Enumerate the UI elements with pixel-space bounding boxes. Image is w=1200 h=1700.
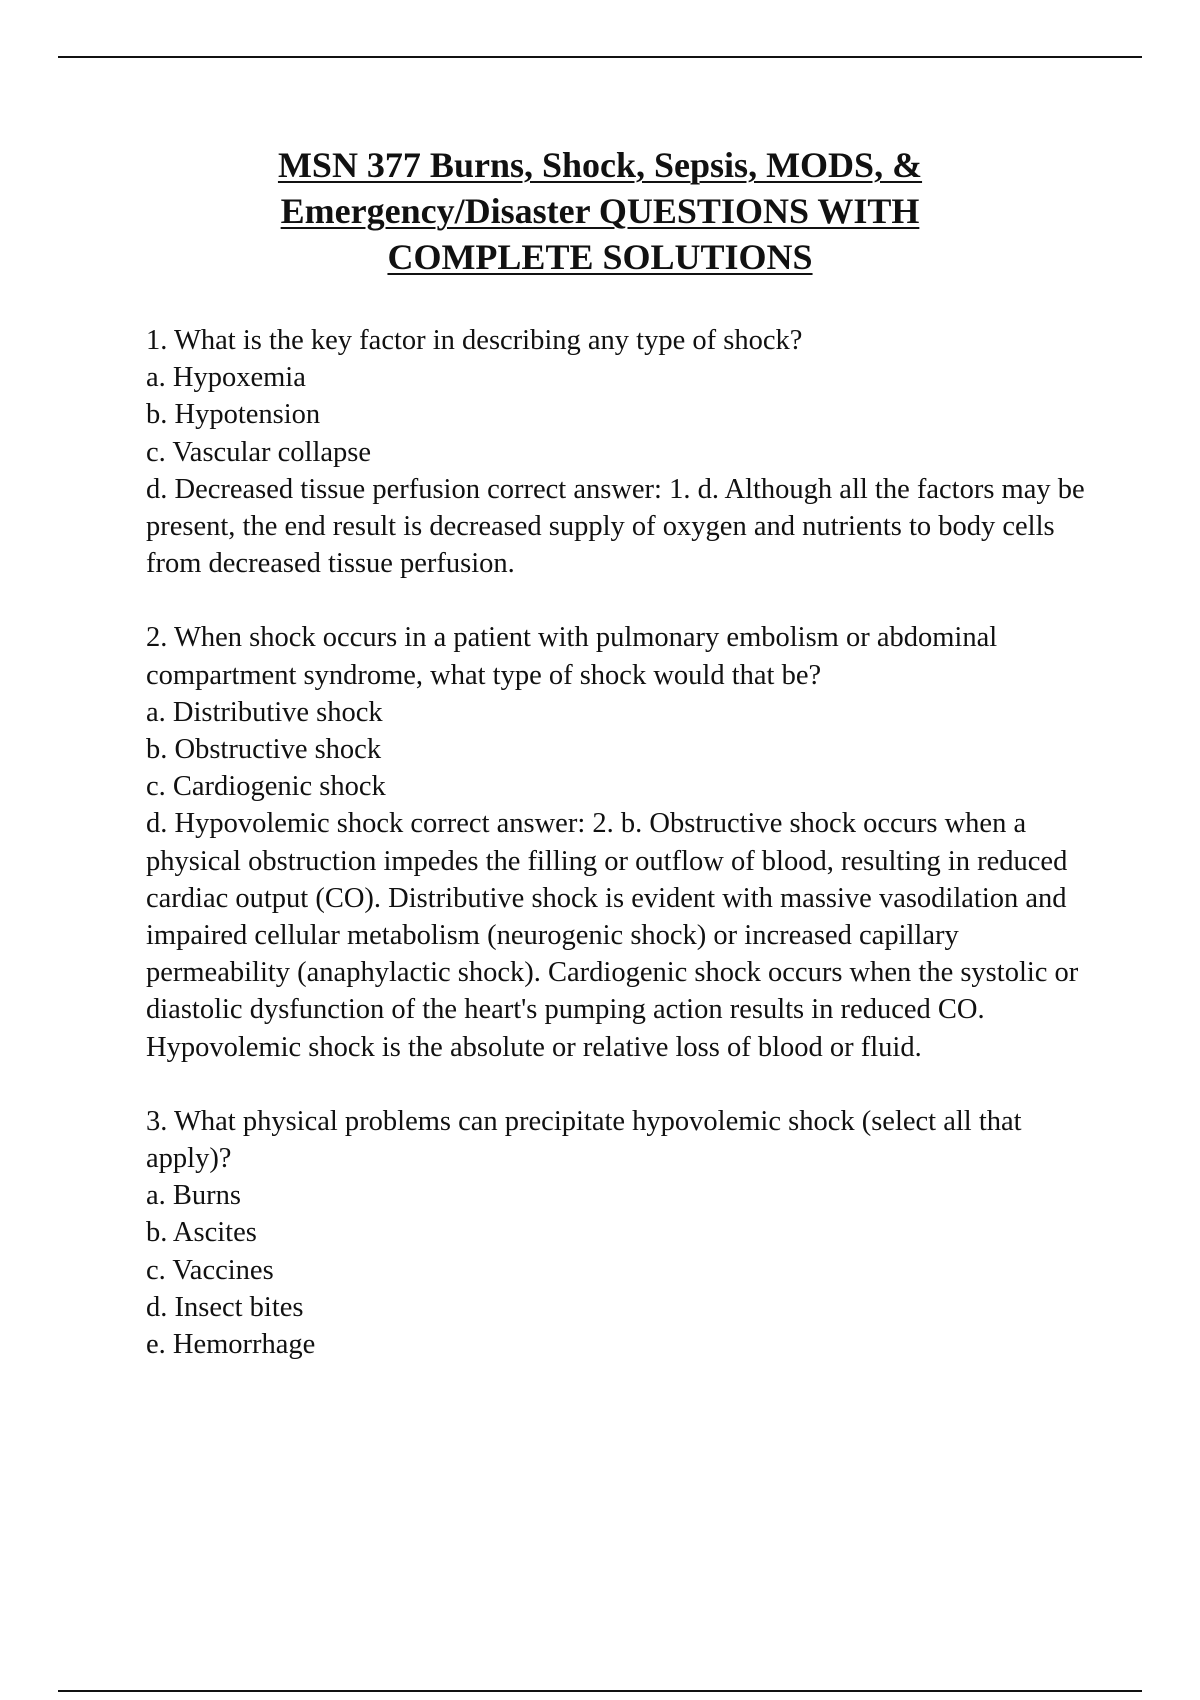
option-c: c. Vaccines: [146, 1254, 274, 1286]
question-2: [146, 619, 1106, 1065]
top-rule: [58, 56, 1142, 58]
document-title: [140, 142, 1060, 280]
option-b: b. Obstructive shock: [146, 734, 382, 766]
question-text: 3. What physical problems can precipitate hypovolemic shock (select all that apply)?: [146, 1105, 1022, 1175]
option-d: d. Insect bites: [146, 1291, 304, 1323]
title-line-2: Emergency/Disaster QUESTIONS WITH: [280, 191, 920, 231]
questions-body: [146, 322, 1106, 1400]
option-b: b. Hypotension: [146, 399, 321, 431]
option-c: c. Cardiogenic shock: [146, 771, 386, 803]
bottom-rule: [58, 1690, 1142, 1692]
option-d: d. Decreased tissue perfusion: [146, 473, 480, 505]
title-line-1: MSN 377 Burns, Shock, Sepsis, MODS, &: [277, 145, 923, 185]
question-text: 1. What is the key factor in describing any type of shock?: [146, 325, 803, 356]
answer-explanation: correct answer: 2. b. Obstructive shock occurs when a physical obstruction impedes the filling or outflow of blood, resulting in reduced cardiac output (CO). Distributive shock is evident with massive vasodilation and impaired cellular metabolism (neurogenic shock) or increased capillary permeability (anaphylactic shock). Cardiogenic shock occurs when the systolic or diastolic dysfunction of the heart's pumping action results in reduced CO. Hypovolemic shock is the absolute or relative loss of blood or fluid.: [146, 808, 1079, 1063]
option-a: a. Hypoxemia: [146, 362, 306, 394]
option-d-with-answer: [146, 471, 1106, 583]
question-1: [146, 322, 1106, 582]
option-c: c. Vascular collapse: [146, 436, 372, 468]
option-d-with-answer: [146, 805, 1106, 1065]
title-line-3: COMPLETE SOLUTIONS: [387, 237, 813, 277]
question-text: 2. When shock occurs in a patient with pulmonary embolism or abdominal compartment syndrome, what type of shock would that be?: [146, 622, 998, 691]
question-3: [146, 1103, 1106, 1363]
option-b: b. Ascites: [146, 1217, 257, 1249]
option-e: e. Hemorrhage: [146, 1329, 316, 1361]
option-a: a. Burns: [146, 1180, 241, 1212]
answer-explanation: correct answer: 1. d. Although all the factors may be present, the end result is decreased supply of oxygen and nutrients to body cells from decreased tissue perfusion.: [146, 473, 1085, 580]
option-d: d. Hypovolemic shock: [146, 808, 404, 840]
option-a: a. Distributive shock: [146, 696, 383, 728]
